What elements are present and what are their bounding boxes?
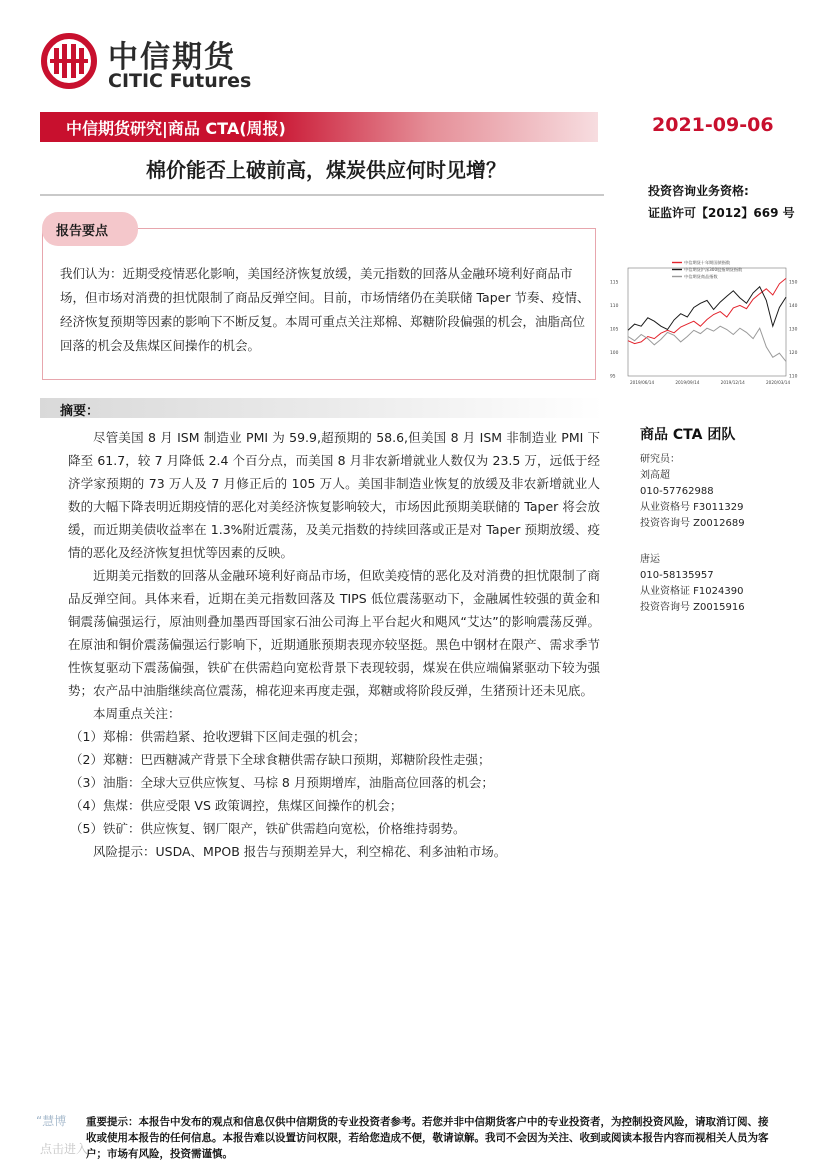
analyst-contact	[640, 452, 745, 532]
analyst-line: 研究员：	[640, 454, 680, 465]
abstract-body	[68, 426, 600, 863]
qualification-line: 证监许可【2012】669 号	[648, 206, 795, 220]
focus-item: （2）郑糖：巴西糖减产背景下全球食糖供需存缺口预期，郑糖阶段性走强；	[70, 752, 491, 767]
legend-label: 中信期货十年期国债指数	[684, 260, 731, 265]
analyst-line: 从业资格证 F1024390	[640, 586, 744, 597]
plot-frame	[628, 268, 786, 376]
x-tick-label: 2019/09/14	[675, 380, 700, 385]
legend-label: 中信期货商品指数	[684, 274, 718, 279]
focus-heading: 本周重点关注：	[93, 706, 181, 721]
y-right-tick-label: 140	[789, 304, 798, 309]
series-line	[628, 278, 786, 343]
focus-list	[68, 725, 600, 840]
team-title: 商品 CTA 团队	[640, 427, 736, 443]
logo-chinese-name: 中信期货	[108, 40, 236, 75]
analyst-line: 投资咨询号 Z0015916	[640, 602, 745, 613]
y-right-tick-label: 120	[789, 351, 798, 356]
title-divider	[40, 194, 604, 196]
y-left-tick-label: 100	[610, 351, 619, 356]
focus-item: （4）焦煤：供应受限 VS 政策调控，焦煤区间操作的机会；	[70, 798, 403, 813]
y-right-tick-label: 110	[789, 374, 798, 380]
focus-item: （1）郑棉：供需趋紧、抢收逻辑下区间走强的机会；	[70, 729, 366, 744]
abstract-header	[40, 398, 604, 418]
summary-tab-label: 报告要点	[56, 224, 109, 239]
qualification-line: 投资咨询业务资格:	[648, 184, 749, 198]
x-tick-label: 2019/06/14	[630, 380, 655, 385]
analyst-line: 从业资格号 F3011329	[640, 502, 744, 513]
y-right-tick-label: 150	[789, 280, 798, 286]
x-tick-label: 2019/12/14	[720, 380, 745, 385]
abstract-label: 摘要：	[60, 404, 100, 419]
risk-warning: 风险提示：USDA、MPOB 报告与预期差异大，利空棉花、利多油粕市场。	[93, 844, 507, 859]
analyst-line: 刘高超	[640, 470, 670, 481]
y-left-tick-label: 115	[610, 280, 619, 286]
y-left-tick-label: 105	[610, 327, 619, 333]
analyst-contact	[640, 552, 745, 616]
y-left-tick-label: 110	[610, 304, 619, 309]
abstract-paragraph: 近期美元指数的回落从金融环境利好商品市场，但欧美疫情的恶化及对消费的担忧限制了商品反弹空间。具体来看，近期在美元指数回落及 TIPS 低位震荡驱动下，金融属性较强的黄金和铜震荡偏强运行，原油则叠加墨西哥国家石油公司海上平台起火和飓风“艾达”的影响震荡反弹。在原油和铜价震荡偏强运行影响下，近期通胀预期表现亦较坚挺。黑色中钢材在限产、需求季节性恢复驱动下震荡偏强，铁矿在供需趋向宽松背景下表现较弱，煤炭在供应端偏紧驱动下较为强势；农产品中油脂继续高位震荡，棉花迎来再度走强，郑糖或将阶段反弹，生猪预计还未见底。	[68, 568, 600, 698]
analyst-line: 010-57762988	[640, 486, 714, 497]
team-block	[640, 424, 735, 444]
focus-item: （5）铁矿：供应恢复、钢厂限产，铁矿供需趋向宽松，价格维持弱势。	[70, 821, 466, 836]
series-line	[628, 326, 786, 361]
report-date: 2021-09-06	[652, 114, 774, 136]
watermark: “慧博	[36, 1114, 67, 1128]
legend-label: 中信期货沪深300股指期货指数	[684, 267, 743, 272]
y-left-tick-label: 95	[610, 374, 616, 380]
logo-english-name: CITIC Futures	[108, 70, 252, 92]
analyst-line: 010-58135957	[640, 570, 714, 581]
abstract-paragraph: 尽管美国 8 月 ISM 制造业 PMI 为 59.9,超预期的 58.6,但美国 8 月 ISM 非制造业 PMI 下降至 61.7，较 7 月降低 2.4 个百分点，而美国 8 月非农新增就业人数仅为 23.5 万，远低于经济学家预期的 73 万人及 7 月修正后的 105 万人。美国非制造业恢复的放缓及非农新增就业人数的大幅下降表明近期疫情的恶化对美经济恢复影响较大，市场因此预期美联储的 Taper 将会放缓，而近期美债收益率在 1.3%附近震荡，及美元指数的持续回落或正是对 Taper 预期放缓、疫情的恶化及经济恢复担忧等因素的反映。	[68, 430, 600, 560]
analyst-line: 唐运	[640, 554, 660, 565]
report-category-banner	[40, 112, 598, 142]
summary-text: 我们认为：近期受疫情恶化影响，美国经济恢复放缓，美元指数的回落从金融环境利好商品市场，但市场对消费的担忧限制了商品反弹空间。目前，市场情绪仍在美联储 Taper 节奏、疫情、经济恢复预期等因素的影响下不断反复。本周可重点关注郑棉、郑糖阶段偏强的机会，油脂高位回落的机会及焦煤区间操作的机会。	[60, 266, 590, 353]
disclaimer: 重要提示：本报告中发布的观点和信息仅供中信期货的专业投资者参考。若您并非中信期货客户中的专业投资者，为控制投资风险，请取消订阅、接收或使用本报告的任何信息。本报告难以设置访问权限，若给您造成不便，敬请谅解。我司不会因为关注、收到或阅读本报告内容而视相关人员为客户；市场有风险，投资需谨慎。	[86, 1116, 769, 1160]
summary-tab	[42, 212, 138, 246]
analyst-line: 投资咨询号 Z0012689	[640, 518, 745, 529]
y-right-tick-label: 130	[789, 327, 798, 333]
watermark: 点击进入	[40, 1142, 89, 1156]
focus-item: （3）油脂：全球大豆供应恢复、马棕 8 月预期增库，油脂高位回落的机会；	[70, 775, 494, 790]
qualification-block	[648, 180, 795, 224]
series-line	[628, 287, 786, 331]
x-tick-label: 2020/03/14	[766, 380, 791, 385]
banner-text: 中信期货研究|商品 CTA(周报)	[66, 119, 286, 138]
report-title: 棉价能否上破前高，煤炭供应何时见增？	[146, 158, 506, 182]
citic-logo-icon	[40, 32, 98, 90]
company-logo	[40, 30, 260, 94]
index-line-chart	[608, 258, 808, 390]
